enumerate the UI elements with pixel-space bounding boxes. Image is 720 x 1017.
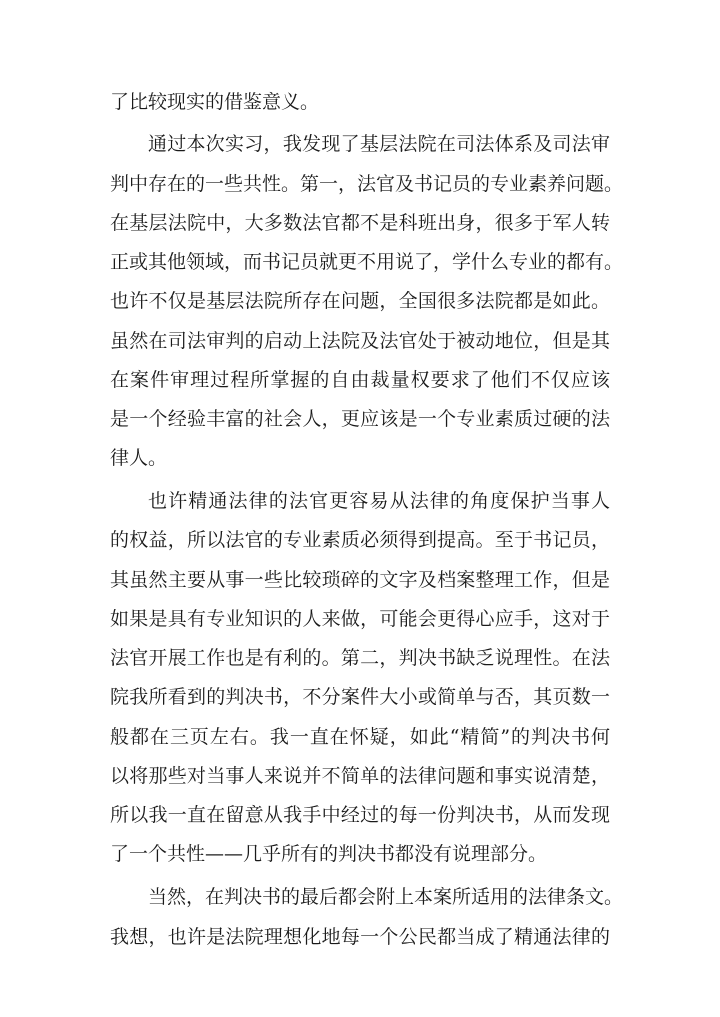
paragraph-first-line: 当然，在判决书的最后都会附上本案所适用的法律条文。: [148, 886, 624, 908]
text-line: 律人。: [110, 447, 168, 469]
text-line: 了比较现实的借鉴意义。: [110, 91, 320, 113]
text-line: 正或其他领域，而书记员就更不用说了，学什么专业的都有。: [110, 251, 624, 273]
text-line: 其虽然主要从事一些比较琐碎的文字及档案整理工作，但是: [110, 569, 610, 591]
text-line: 以将那些对当事人来说并不简单的法律问题和事实说清楚，: [110, 765, 610, 787]
text-line: 般都在三页左右。我一直在怀疑，如此“精简”的判决书何: [110, 726, 610, 748]
text-line: 的权益，所以法官的专业素质必须得到提高。至于书记员，: [110, 529, 610, 551]
text-line: 也许不仅是基层法院所存在问题，全国很多法院都是如此。: [110, 290, 610, 312]
text-line: 了一个共性——几乎所有的判决书都没有说理部分。: [110, 843, 548, 865]
paragraph-first-line: 通过本次实习，我发现了基层法院在司法体系及司法审: [148, 133, 610, 155]
paragraph-first-line: 也许精通法律的法官更容易从法律的角度保护当事人: [148, 490, 610, 512]
text-line: 虽然在司法审判的启动上法院及法官处于被动地位，但是其: [110, 330, 610, 352]
text-line: 法官开展工作也是有利的。第二，判决书缺乏说理性。在法: [110, 647, 610, 669]
text-line: 所以我一直在留意从我手中经过的每一份判决书，从而发现: [110, 804, 610, 826]
text-line: 在基层法院中，大多数法官都不是科班出身，很多于军人转: [110, 212, 610, 234]
text-line: 院我所看到的判决书，不分案件大小或简单与否，其页数一: [110, 686, 610, 708]
text-line: 在案件审理过程所掌握的自由裁量权要求了他们不仅应该: [110, 369, 610, 391]
text-line: 是一个经验丰富的社会人，更应该是一个专业素质过硬的法: [110, 408, 610, 430]
text-line: 判中存在的一些共性。第一，法官及书记员的专业素养问题。: [110, 173, 624, 195]
text-line: 如果是具有专业知识的人来做，可能会更得心应手，这对于: [110, 608, 610, 630]
text-line: 我想，也许是法院理想化地每一个公民都当成了精通法律的: [110, 926, 610, 948]
